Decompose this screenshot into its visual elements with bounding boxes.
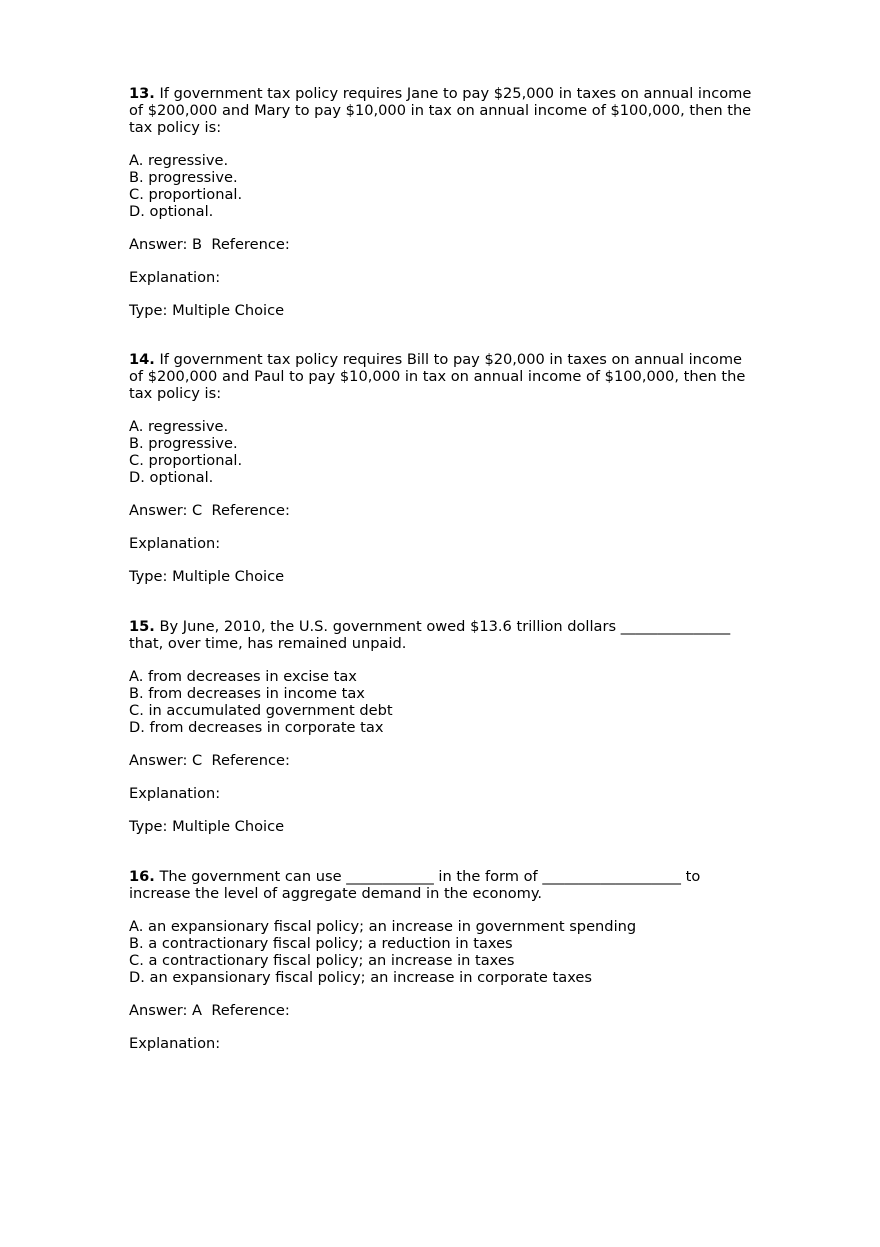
choice-b: B. a contractionary fiscal policy; a reduction in taxes bbox=[129, 935, 513, 952]
question-text bbox=[129, 351, 754, 402]
reference-label: Reference: bbox=[211, 502, 290, 519]
type-line: Type: Multiple Choice bbox=[129, 302, 285, 319]
choice-d: D. optional. bbox=[129, 203, 214, 220]
answer-line bbox=[129, 1002, 754, 1019]
choice-b: B. progressive. bbox=[129, 435, 238, 452]
explanation-line: Explanation: bbox=[129, 535, 221, 552]
question-spacer bbox=[129, 319, 754, 351]
answer-line bbox=[129, 752, 754, 769]
answer-label: Answer: C bbox=[129, 752, 203, 769]
document-page bbox=[129, 85, 754, 1052]
explanation-line: Explanation: bbox=[129, 785, 221, 802]
type-line: Type: Multiple Choice bbox=[129, 568, 285, 585]
question-text bbox=[129, 868, 754, 902]
question-15 bbox=[129, 618, 754, 835]
question-prompt: If government tax policy requires Jane to pay $25,000 in taxes on annual income of $200,000 and Mary to pay $10,000 in tax on annual income of $100,000, then the tax policy is: bbox=[129, 85, 752, 136]
answer-label: Answer: B bbox=[129, 236, 203, 253]
choice-a: A. from decreases in excise tax bbox=[129, 668, 357, 685]
question-prompt: The government can use ____________ in the form of ___________________ to increase the level of aggregate demand in the economy. bbox=[129, 868, 701, 902]
choice-d: D. from decreases in corporate tax bbox=[129, 719, 384, 736]
type-line: Type: Multiple Choice bbox=[129, 818, 285, 835]
choice-b: B. from decreases in income tax bbox=[129, 685, 365, 702]
choice-c: C. a contractionary fiscal policy; an increase in taxes bbox=[129, 952, 515, 969]
choice-c: C. proportional. bbox=[129, 452, 243, 469]
question-number: 14. bbox=[129, 351, 155, 368]
answer-label: Answer: A bbox=[129, 1002, 203, 1019]
question-number: 15. bbox=[129, 618, 155, 635]
reference-label: Reference: bbox=[211, 752, 290, 769]
question-13 bbox=[129, 85, 754, 319]
question-prompt: By June, 2010, the U.S. government owed $13.6 trillion dollars _______________ that, over time, has remained unpaid. bbox=[129, 618, 731, 652]
choice-list bbox=[129, 418, 754, 486]
question-number: 16. bbox=[129, 868, 155, 885]
choice-a: A. an expansionary fiscal policy; an increase in government spending bbox=[129, 918, 637, 935]
choice-list bbox=[129, 918, 754, 986]
question-14 bbox=[129, 351, 754, 585]
reference-label: Reference: bbox=[211, 1002, 290, 1019]
answer-line bbox=[129, 502, 754, 519]
choice-d: D. optional. bbox=[129, 469, 214, 486]
question-16 bbox=[129, 868, 754, 1052]
question-text bbox=[129, 85, 754, 136]
choice-a: A. regressive. bbox=[129, 418, 229, 435]
question-number: 13. bbox=[129, 85, 155, 102]
choice-c: C. proportional. bbox=[129, 186, 243, 203]
explanation-line: Explanation: bbox=[129, 269, 221, 286]
choice-a: A. regressive. bbox=[129, 152, 229, 169]
question-text bbox=[129, 618, 754, 652]
choice-c: C. in accumulated government debt bbox=[129, 702, 393, 719]
choice-list bbox=[129, 152, 754, 220]
choice-list bbox=[129, 668, 754, 736]
answer-line bbox=[129, 236, 754, 253]
question-spacer bbox=[129, 585, 754, 618]
choice-d: D. an expansionary fiscal policy; an increase in corporate taxes bbox=[129, 969, 592, 986]
question-spacer bbox=[129, 835, 754, 868]
explanation-line: Explanation: bbox=[129, 1035, 221, 1052]
answer-label: Answer: C bbox=[129, 502, 203, 519]
question-prompt: If government tax policy requires Bill to pay $20,000 in taxes on annual income of $200,000 and Paul to pay $10,000 in tax on annual income of $100,000, then the tax policy is: bbox=[129, 351, 746, 402]
reference-label: Reference: bbox=[211, 236, 290, 253]
choice-b: B. progressive. bbox=[129, 169, 238, 186]
